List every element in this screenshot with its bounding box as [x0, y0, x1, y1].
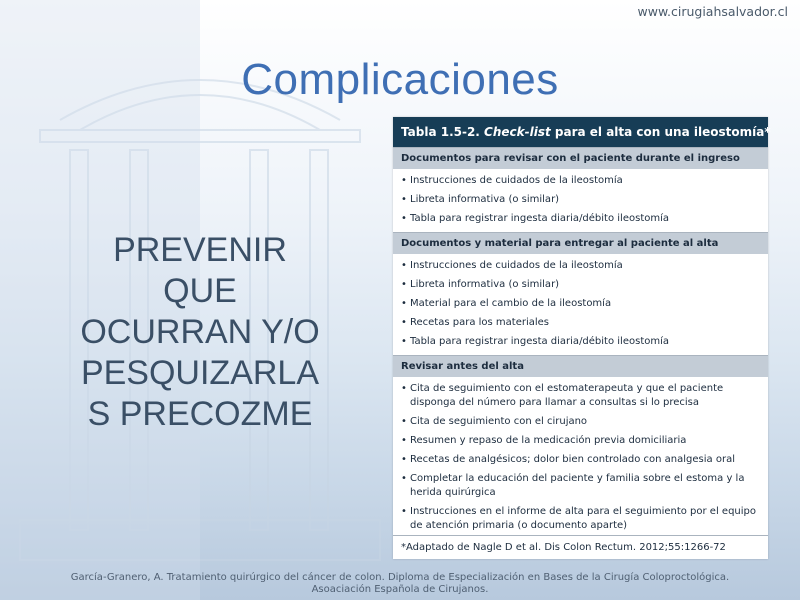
table-title-italic: Check-list [484, 125, 551, 139]
checklist-item-line: • Instrucciones de cuidados de la ileostomía [410, 175, 623, 186]
checklist-item [393, 413, 768, 432]
checklist-item [393, 257, 768, 276]
statement-line: QUE [163, 272, 237, 310]
checklist-item-line: • Completar la educación del paciente y familia sobre el estoma y la [410, 473, 745, 484]
checklist-item [393, 333, 768, 352]
table-title-suffix: para el alta con una ileostomía* [550, 125, 771, 139]
checklist-item-line: • Tabla para registrar ingesta diaria/débito ileostomía [410, 213, 669, 224]
checklist-item [393, 172, 768, 191]
statement-line: OCURRAN Y/O [80, 313, 320, 351]
checklist-item [393, 380, 768, 413]
ileostomy-checklist-table [393, 117, 771, 559]
citation-line: Asoaciación Española de Cirujanos. [311, 584, 489, 595]
table-footnote: *Adaptado de Nagle D et al. Dis Colon Rectum. 2012;55:1266-72 [393, 535, 768, 559]
checklist-item-line: • Recetas de analgésicos; dolor bien controlado con analgesia oral [410, 454, 735, 465]
section-heading: Revisar antes del alta [393, 355, 768, 377]
checklist-item [393, 210, 768, 229]
checklist-item-line: • Cita de seguimiento con el cirujano [410, 416, 588, 427]
checklist-item-line: • Tabla para registrar ingesta diaria/débito ileostomía [410, 336, 669, 347]
checklist-item [393, 470, 768, 503]
statement-line: PESQUIZARLA [80, 354, 320, 392]
checklist-item-line: disponga del número para llamar a consultas si lo precisa [410, 397, 700, 408]
section-body [393, 254, 768, 355]
checklist-item [393, 503, 768, 536]
source-citation [0, 572, 800, 596]
checklist-item-line: • Libreta informativa (o similar) [410, 279, 560, 290]
checklist-item [393, 295, 768, 314]
checklist-item-line: herida quirúrgica [410, 487, 496, 498]
table-title [393, 117, 771, 147]
checklist-item-line: • Libreta informativa (o similar) [410, 194, 560, 205]
checklist-item-line: • Instrucciones de cuidados de la ileostomía [410, 260, 623, 271]
section-heading: Documentos para revisar con el paciente durante el ingreso [393, 147, 768, 169]
checklist-item-line: • Instrucciones en el informe de alta para el seguimiento por el equipo [410, 506, 756, 517]
checklist-item [393, 451, 768, 470]
checklist-item-line: • Cita de seguimiento con el estomaterapeuta y que el paciente [410, 383, 724, 394]
site-url: www.cirugiahsalvador.cl [637, 4, 788, 19]
statement-line: S PRECOZME [87, 395, 313, 433]
prevention-statement [40, 230, 360, 435]
checklist-item [393, 314, 768, 333]
section-body [393, 169, 768, 232]
checklist-item [393, 276, 768, 295]
page-title: Complicaciones [241, 55, 559, 104]
table-title-prefix: Tabla 1.5-2. [401, 125, 485, 139]
table-sections [393, 147, 768, 539]
checklist-item [393, 191, 768, 210]
section-heading: Documentos y material para entregar al paciente al alta [393, 232, 768, 254]
statement-line: PREVENIR [113, 231, 287, 269]
section-body [393, 377, 768, 539]
checklist-item-line: de atención primaria (o documento aparte) [410, 520, 628, 531]
citation-line: García-Granero, A. Tratamiento quirúrgico del cáncer de colon. Diploma de Especialización en Bases de la Cirugía Coloproctológica. [70, 572, 730, 583]
checklist-item-line: • Material para el cambio de la ileostomía [410, 298, 612, 309]
checklist-item-line: • Recetas para los materiales [410, 317, 550, 328]
checklist-item [393, 432, 768, 451]
checklist-item-line: • Resumen y repaso de la medicación previa domiciliaria [410, 435, 687, 446]
